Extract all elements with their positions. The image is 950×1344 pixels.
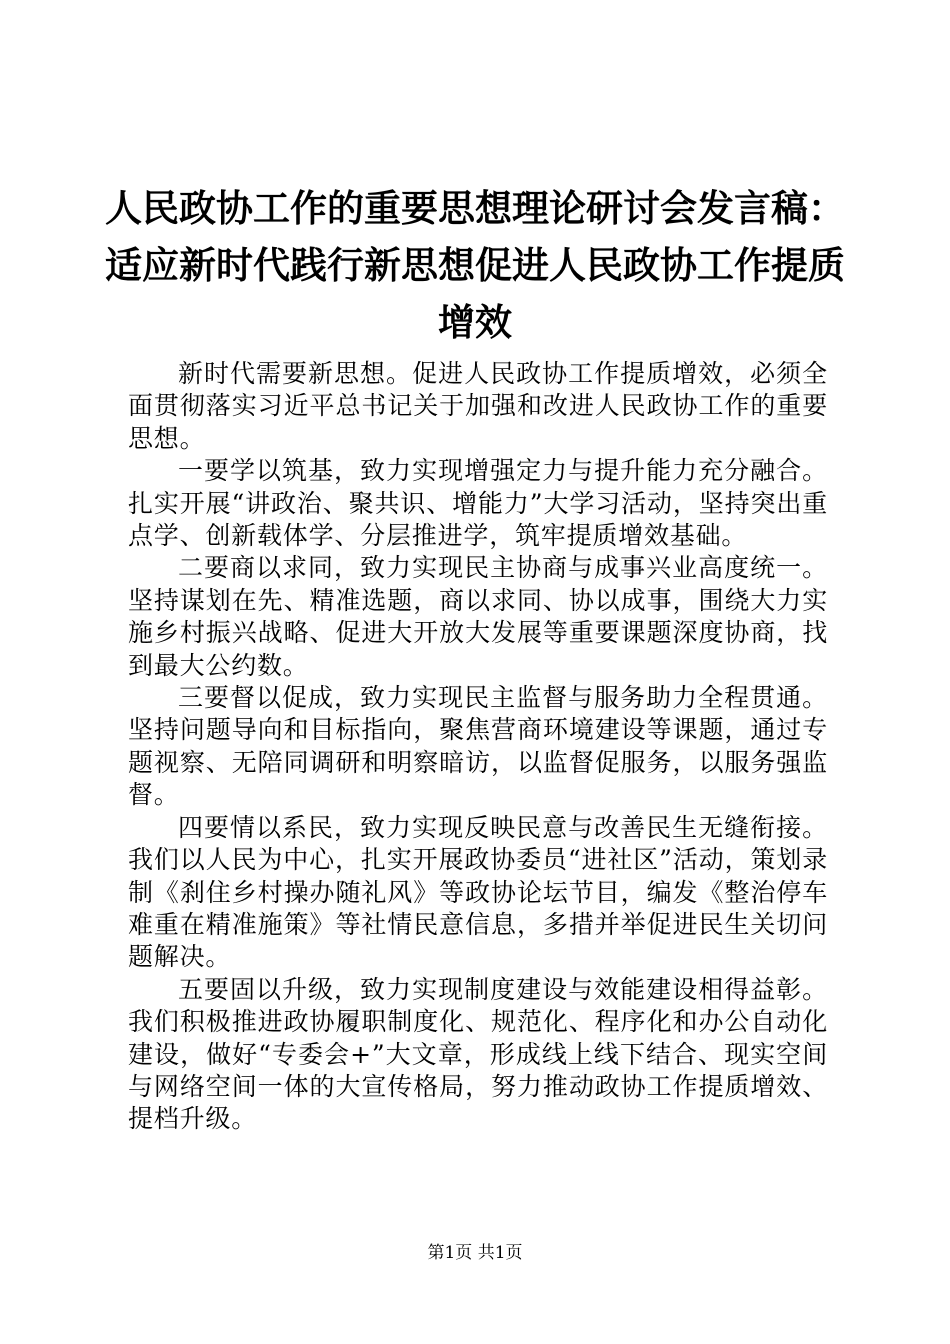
document-body [128,358,828,1136]
paragraph-study: 一要学以筑基，致力实现增强定力与提升能力充分融合。扎实开展“讲政治、聚共识、增能力”大学习活动，坚持突出重点学、创新载体学、分层推进学，筑牢提质增效基础。 [128,456,828,551]
paragraph-intro: 新时代需要新思想。促进人民政协工作提质增效，必须全面贯彻落实习近平总书记关于加强和改进人民政协工作的重要思想。 [128,359,828,453]
page-footer: 第1页 共1页 [427,1243,523,1263]
title-line-2: 适应新时代践行新思想促进人民政协工作提质 [105,243,845,287]
document-title [100,180,850,351]
title-line-1: 人民政协工作的重要思想理论研讨会发言稿： [105,186,845,230]
paragraph-supervise: 三要督以促成，致力实现民主监督与服务助力全程贯通。坚持问题导向和目标指向，聚焦营商环境建设等课题，通过专题视察、无陪同调研和明察暗访，以监督促服务，以服务强监督。 [128,683,828,810]
title-line-3: 增效 [438,300,512,344]
paragraph-consult: 二要商以求同，致力实现民主协商与成事兴业高度统一。坚持谋划在先、精准选题，商以求同、协以成事，围绕大力实施乡村振兴战略、促进大开放大发展等重要课题深度协商，找到最大公约数。 [128,553,828,680]
paragraph-people: 四要情以系民，致力实现反映民意与改善民生无缝衔接。我们以人民为中心，扎实开展政协委员“进社区”活动，策划录制《刹住乡村操办随礼风》等政协论坛节目，编发《整治停车难重在精准施策》等社情民意信息，多措并举促进民生关切问题解决。 [128,812,828,972]
paragraph-upgrade: 五要固以升级，致力实现制度建设与效能建设相得益彰。我们积极推进政协履职制度化、规范化、程序化和办公自动化建设，做好“专委会+”大文章，形成线上线下结合、现实空间与网络空间一体的大宣传格局，努力推动政协工作提质增效、提档升级。 [128,974,828,1134]
